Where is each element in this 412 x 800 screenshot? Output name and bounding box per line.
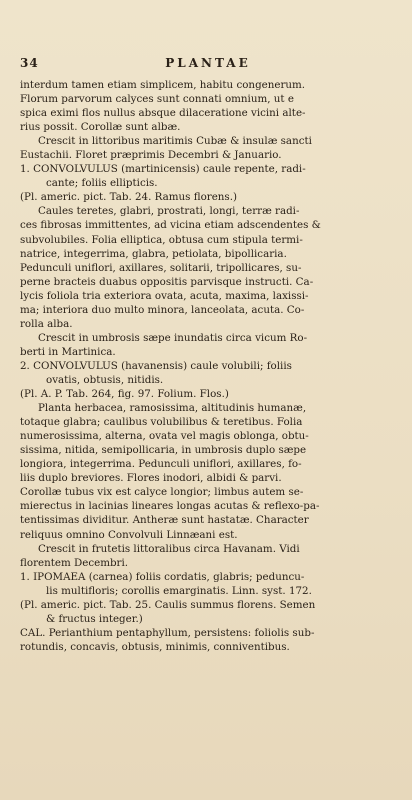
text-line: Corollæ tubus vix est calyce longior; limbus autem se- xyxy=(20,486,304,499)
text-line: florentem Decembri. xyxy=(20,556,129,569)
text-line: 2. CONVOLVULUS (havanensis) caule volubili; foliis xyxy=(20,359,292,372)
text-line: ma; interiora duo multo minora, lanceolata, acuta. Co- xyxy=(20,303,305,316)
text-line: CAL. Perianthium pentaphyllum, persistens: foliolis sub- xyxy=(20,626,315,639)
text-line: cante; foliis ellipticis. xyxy=(46,177,158,190)
text-line: totaque glabra; caulibus volubilibus & teretibus. Folia xyxy=(20,416,303,429)
text-line: spica eximi flos nullus absque dilaceratione vicini alte- xyxy=(20,107,306,120)
text-line: sissima, nitida, semipollicaria, in umbrosis duplo sæpe xyxy=(20,444,307,457)
text-line: ces fibrosas immittentes, ad vicina etiam adscendentes & xyxy=(20,219,321,232)
text-line: (Pl. americ. pict. Tab. 24. Ramus florens.) xyxy=(20,191,238,204)
text-line: & fructus integer.) xyxy=(46,612,143,625)
text-line: longiora, integerrima. Pedunculi uniflori, axillares, fo- xyxy=(20,458,302,471)
text-line: Crescit in frutetis littoralibus circa Havanam. Vidi xyxy=(38,542,300,555)
text-line: liis duplo breviores. Flores inodori, albidi & parvi. xyxy=(20,472,282,485)
text-line: numerosissima, alterna, ovata vel magis oblonga, obtu- xyxy=(20,430,309,443)
text-line: ovatis, obtusis, nitidis. xyxy=(46,373,164,386)
text-line: 1. IPOMAEA (carnea) foliis cordatis, glabris; peduncu- xyxy=(20,570,305,583)
text-line: rotundis, concavis, obtusis, minimis, conniventibus. xyxy=(20,640,290,653)
text-line: Planta herbacea, ramosissima, altitudinis humanæ, xyxy=(38,402,307,415)
text-line: (Pl. americ. pict. Tab. 25. Caulis summus florens. Semen xyxy=(20,598,316,611)
page-number: 34 xyxy=(20,56,39,70)
text-line: Crescit in umbrosis sæpe inundatis circa vicum Ro- xyxy=(38,331,308,344)
text-line: lis multifloris; corollis emarginatis. Linn. syst. 172. xyxy=(46,584,312,597)
text-line: 1. CONVOLVULUS (martinicensis) caule repente, radi- xyxy=(20,163,306,176)
page-header xyxy=(20,56,396,72)
text-line: interdum tamen etiam simplicem, habitu congenerum. xyxy=(20,79,306,91)
text-line: perne bracteis duabus oppositis parvisque instructi. Ca- xyxy=(20,275,314,288)
text-line: rolla alba. xyxy=(20,317,73,330)
text-line: Caules teretes, glabri, prostrati, longi, terræ radi- xyxy=(38,205,300,218)
text-line: mierectus in lacinias lineares longas acutas & reflexo-pa- xyxy=(20,500,320,513)
text-line: reliquus omnino Convolvuli Linnæani est. xyxy=(20,528,238,541)
text-line: tentissimas dividitur. Antheræ sunt hastatæ. Character xyxy=(20,514,309,527)
running-title: PLANTAE xyxy=(165,56,251,70)
text-line: natrice, integerrima, glabra, petiolata, bipollicaria. xyxy=(20,247,287,260)
text-line: (Pl. A. P. Tab. 264, fig. 97. Folium. Flos.) xyxy=(20,388,229,401)
text-line: Crescit in littoribus maritimis Cubæ & insulæ sancti xyxy=(38,135,312,148)
text-line: lycis foliola tria exteriora ovata, acuta, maxima, laxissi- xyxy=(20,289,309,302)
text-line: Eustachii. Floret præprimis Decembri & Januario. xyxy=(20,149,282,162)
text-line: rius possit. Corollæ sunt albæ. xyxy=(20,121,181,134)
text-line: Pedunculi uniflori, axillares, solitarii, tripollicares, su- xyxy=(20,261,302,274)
text-line: berti in Martinica. xyxy=(20,345,116,358)
text-line: Florum parvorum calyces sunt connati omnium, ut e xyxy=(20,93,294,106)
page-body-text xyxy=(20,78,402,654)
text-line: subvolubiles. Folia elliptica, obtusa cum stipula termi- xyxy=(20,233,303,246)
